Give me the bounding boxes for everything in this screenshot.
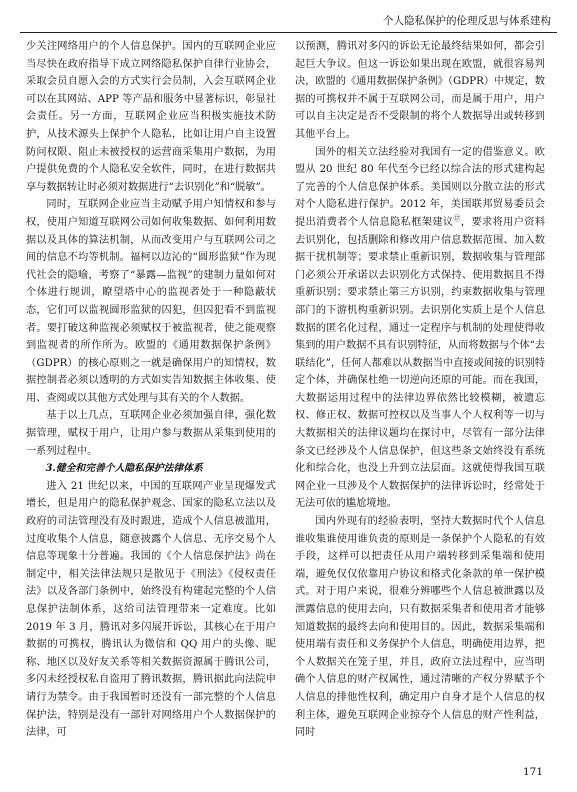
- header-rule: [20, 32, 557, 33]
- running-title: 个人隐私保护的伦理反思与体系建构: [383, 15, 551, 27]
- paragraph: 基于以上几点，互联网企业必须加强自律，强化数据管理，赋权于用户，让用户参与数据从采集到使用的一系列过程中。: [26, 410, 276, 457]
- footnote-marker[interactable]: ⑰: [453, 214, 461, 223]
- page-header: [0, 0, 577, 34]
- paragraph: 国内外现有的经验表明，坚持大数据时代个人信息谁收集谁使用谁负责的原则是一条保护个人隐私的有效手段，这样可以把责任从用户端转移到采集端和使用端，避免仅仅依靠用户协议和格式化条款的单一保护模式。对于用户来说，很难分辨哪些个人信息被泄露以及泄露信息的使用去向，只有数据采集者和使用者才能够知道数据的最终去向和使用目的。因此，数据采集端和使用端有责任和义务保护个人信息，明确使用边界，把个人数据关在笼子里，并且，政府立法过程中，应当明确个人信息的财产权属性，通过清晰的产权分界赋予个人信息的排他性权利，确定用户自身才是个人信息的权利主体，避免互联网企业掠夺个人信息的财产性利益，同时: [295, 516, 545, 739]
- paragraph: 以预测，腾讯对多闪的诉讼无论最终结果如何，都会引起巨大争议。但这一诉讼如果出现在欧盟，就很容易判决，欧盟的《通用数据保护条例》（GDPR）中规定，数据的可携权并不属于互联网公司，而是属于用户，用户可以自主决定是否不受限制的将个人数据导出或转移到其他平台上。: [295, 41, 545, 140]
- right-column: [295, 38, 545, 758]
- page-number: 171: [522, 766, 543, 778]
- paragraph-text: 国外的相关立法经验对我国有一定的借鉴意义。欧盟从 20 世纪 80 年代至今已经以综合法的形式建构起了完善的个人信息保护体系。美国则以分散立法的形式对个人隐私进行保护。2012 年，美国联邦贸易委员会提出消费者个人信息隐私框架建议: [295, 146, 545, 228]
- section-subheading: 3.健全和完善个人隐私保护法律体系: [45, 463, 203, 475]
- paragraph-text: ，要求将用户资料去识别化，包括删除和修改用户信息数据范围、加入数据干扰机制等；要求禁止重新识别，数据收集与管理部门必须公开承诺以去识别化方式保持、使用数据且不得重新识别；要求禁止第三方识别，约束数据收集与管理部门的下游机构重新识别。去识别化实质上是个人信息数据的匿名化过程，通过一定程序与机制的处理使得收集到的用户数据不具有识别特征，从而将数据与个体“去联结化”，任何人都难以从数据当中直接或间接的识别特定个体，并确保杜绝一切逆向还原的可能。而在我国，大数据运用过程中的法律边界依然比较模糊，被遗忘权、修正权、数据可控权以及当事人个人权利等一切与大数据相关的法律议题均在探讨中，尽管有一部分法律条文已经涉及个人信息保护，但这些条文始终没有系统化和综合化，也没上升到立法层面。这就使得我国互联网企业一旦涉及个人数据保护的法律诉讼时，经常处于无法可依的尴尬境地。: [295, 216, 545, 510]
- paragraph: 少关注网络用户的个人信息保护。国内的互联网企业应当尽快在政府指导下成立网络隐私保护自律行业协会，采取会员自愿入会的方式实行会员制，入会互联网企业可以在其网站、APP 等产品和服务中显著标识，彰显社会责任。另一方面，互联网企业应当积极实施技术防护，从技术源头上保护个人隐私，比如让用户自主设置防问权限、阻止未被授权的运营商采集用户数据，为用户提供免费的个人隐私安全软件，同时，在进行数据共享与数据转让时必须对数据进行“去识别化”和“脱敏”。: [26, 41, 276, 193]
- left-column: [26, 38, 276, 758]
- paragraph: 同时，互联网企业应当主动赋予用户知情权和参与权，使用户知道互联网公司如何收集数据、如何利用数据以及具体的算法机制，从而改变用户与互联网公司之间的信息不均等机制。福柯以边沁的“圆形监狱”作为现代社会的隐喻，考察了“暴露—监视”的建制力量如何对个体进行规训，瞭望塔中心的监视者处于一种隐蔽状态，它们可以监视圆形监狱的囚犯，但囚犯看不到监视者。要打破这种监视必须赋权于被监视者，使之能观察到监视者的所作所为。欧盟的《通用数据保护条例》（GDPR）的核心原则之一就是确保用户的知情权，数据控制者必须以透明的方式如实告知数据主体收集、使用、查阅或以其他方式处理与其有关的个人数据。: [26, 199, 276, 404]
- paragraph: [295, 144, 545, 513]
- paragraph: 进入 21 世纪以来，中国的互联网产业呈现爆发式增长，但是用户的隐私保护观念、国家的隐私立法以及政府的司法管理没有及时跟进，造成个人信息被滥用，过度收集个人信息，随意披露个人信息、无序交易个人信息等现象十分普遍。我国的《个人信息保护法》尚在制定中，相关法律法规只是散见于《刑法》《侵权责任法》以及各部门条例中，始终没有构建起完整的个人信息保护法制体系，这给司法管理带来一定难度。比如 2019 年 3 月，腾讯对多闪展开诉讼，其核心在于用户数据的可携权，腾讯认为微信和 QQ 用户的头像、昵称、地区以及好友关系等相关数据资源属于腾讯公司，多闪未经授权私自盗用了腾讯数据，腾讯据此向法院申请行为禁令。由于我国暂时还没有一部完整的个人信息保护法，特别是没有一部针对网络用户个人数据保护的法律，可: [26, 480, 276, 739]
